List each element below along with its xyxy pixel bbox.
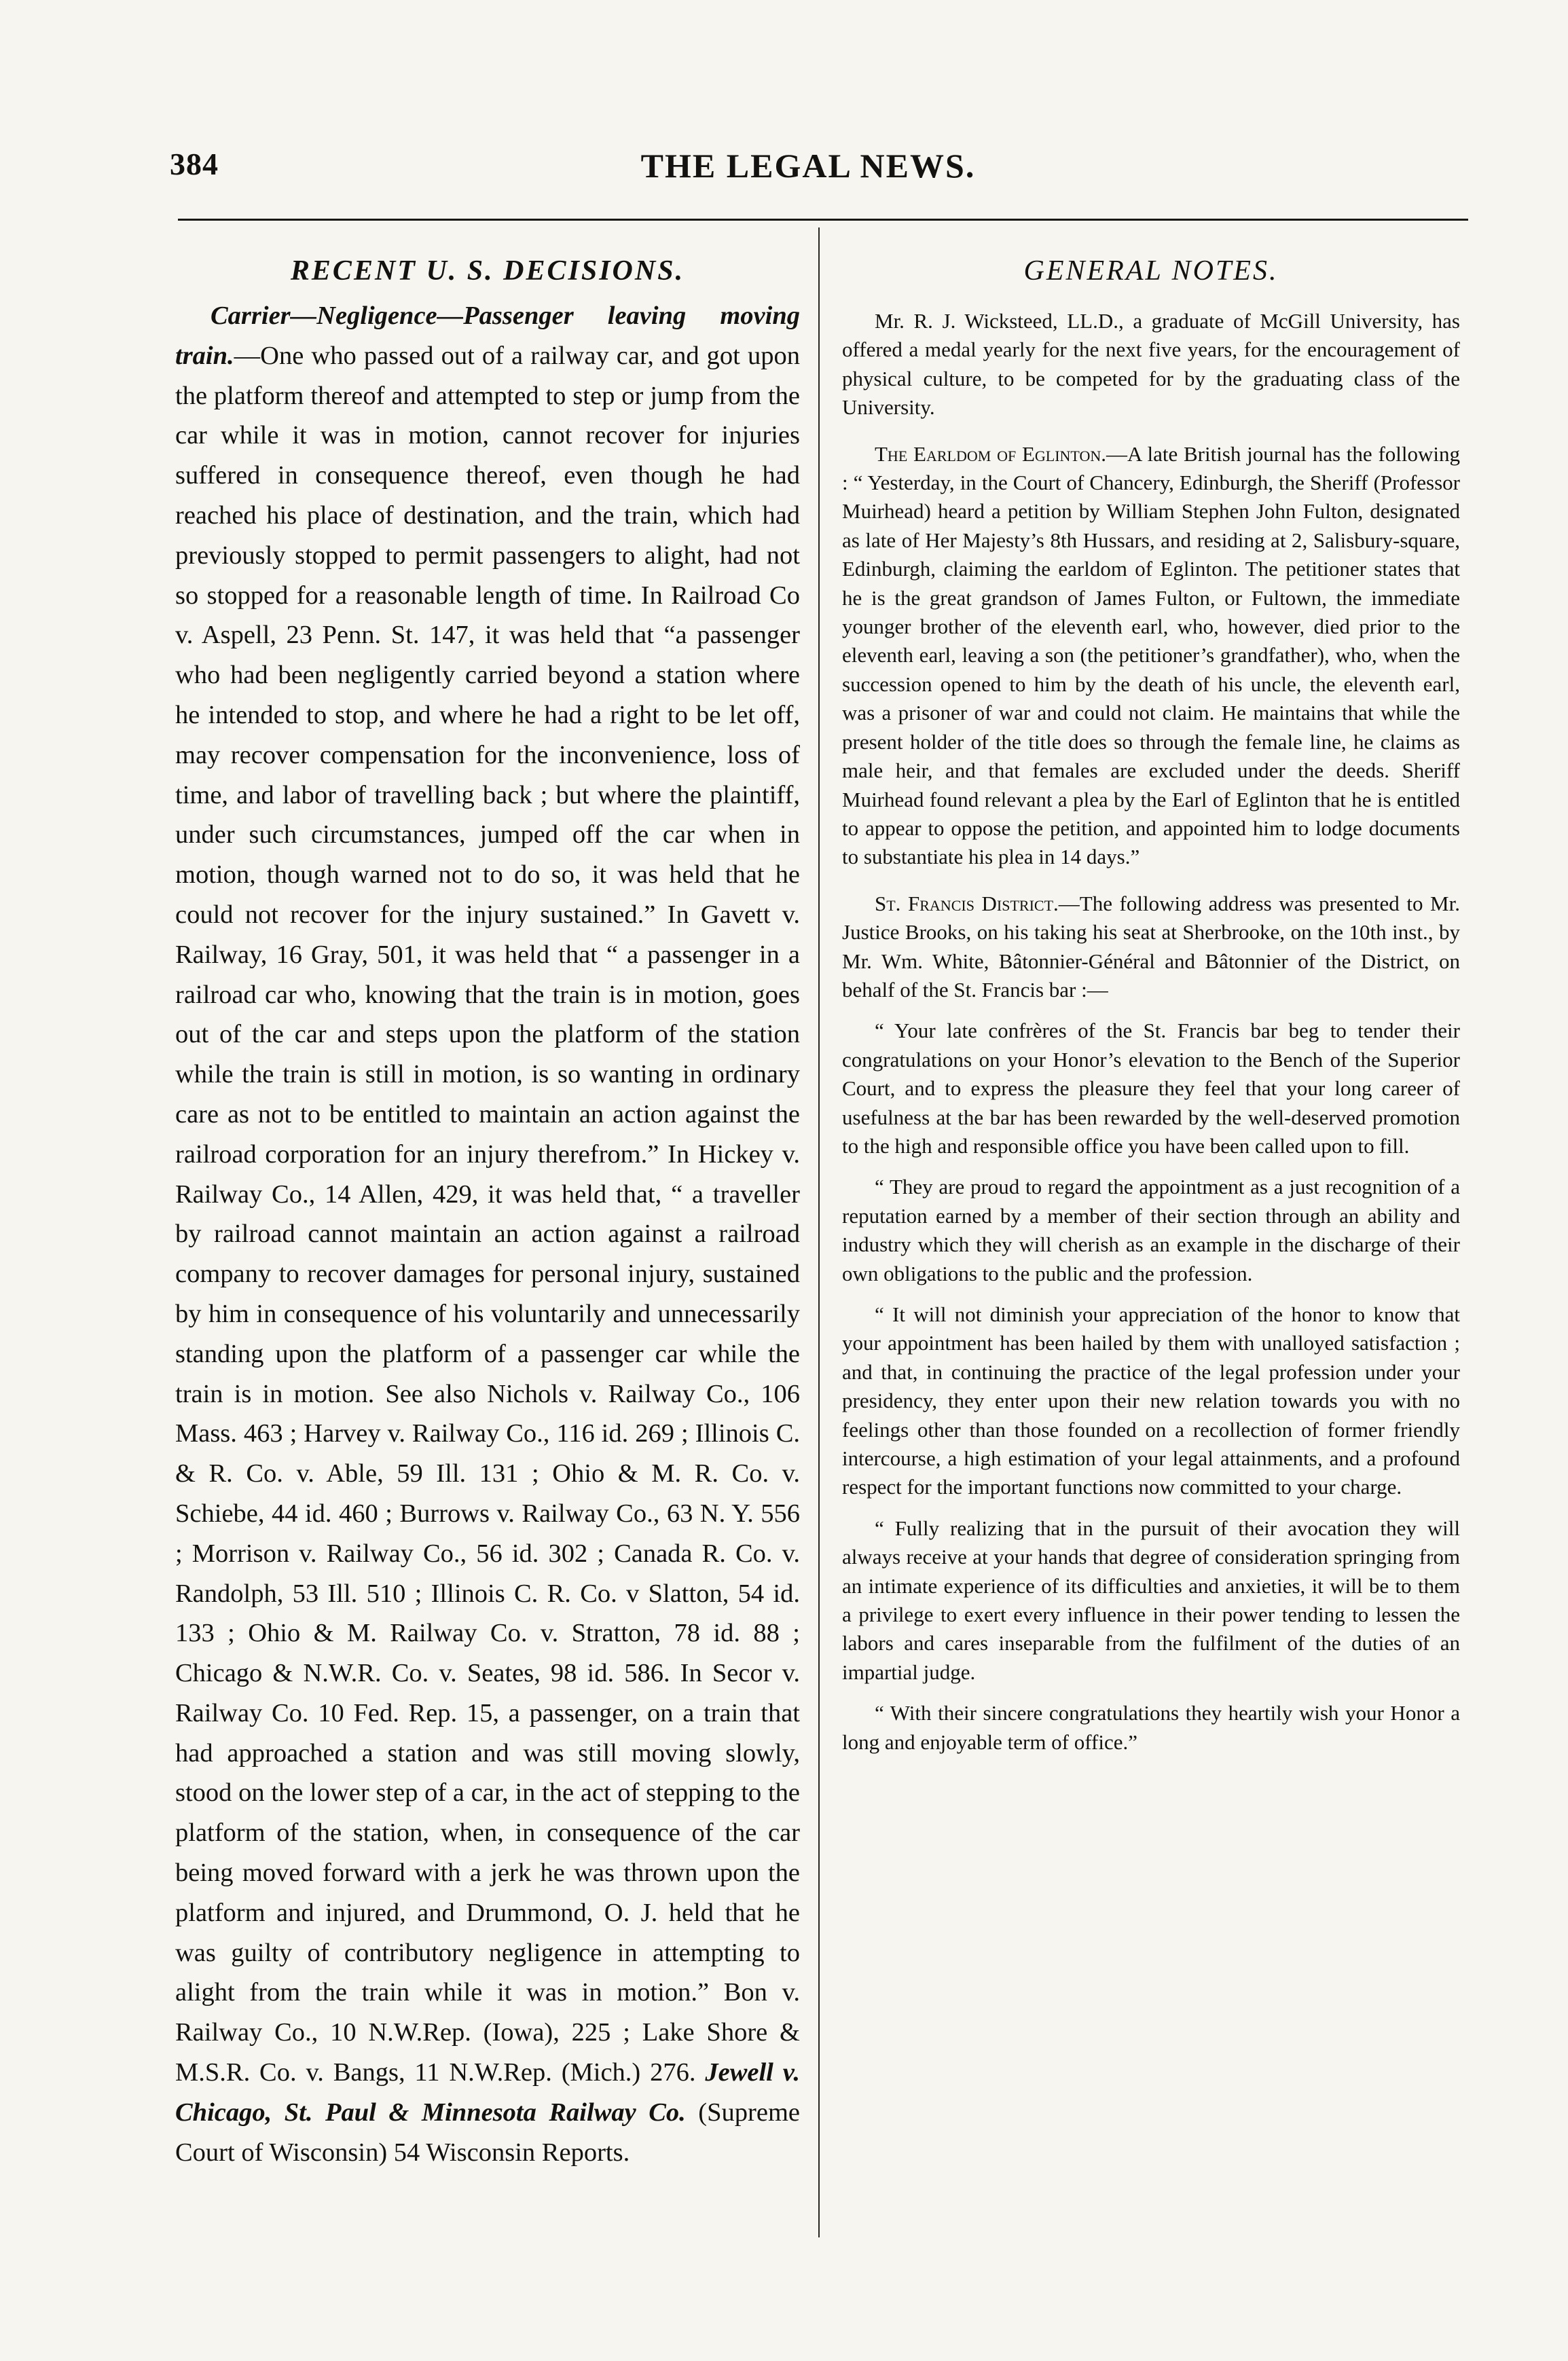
page-number: 384 [170, 147, 219, 181]
note-text: Mr. R. J. Wicksteed, LL.D., a graduate of McGill University, has offered a medal yearly for the next five years, for the encouragement of physical culture, to be competed for by the graduating class of the University. [842, 309, 1460, 420]
case-title: Carrier—Negligence—Passenger leaving moving train. [175, 301, 800, 370]
note-paragraph [842, 307, 1460, 422]
note-lead: The Earldom of Eglinton. [875, 441, 1107, 466]
address-paragraph: “ With their sincere congratulations they heartily wish your Honor a long and enjoyable term of office.” [842, 1701, 1460, 1754]
note-lead: St. Francis District. [875, 891, 1059, 915]
decision-body: —One who passed out of a railway car, and got upon the platform thereof and attempted to step or jump from the car while it was in motion, cannot recover for injuries suffered in consequence thereof, even though he had reached his place of destination, and the train, which had previously stopped to permit passengers to alight, had not so stopped for a reasonable length of time. In Railroad Co v. Aspell, 23 Penn. St. 147, it was held that “a passenger who had been negligently carried beyond a station where he intended to stop, and where he had a right to be let off, may recover compensation for the inconvenience, loss of time, and labor of travelling back ; but where the plaintiff, under such circumstances, jumped off the car when in motion, though warned not to do so, it was held that he could not recover for the injury sustained.” In Gavett v. Railway, 16 Gray, 501, it was held that “ a passenger in a railroad car who, knowing that the train is in motion, goes out of the car and steps upon the platform of the station while the train is still in motion, is so wanting in ordinary care as not to be entitled to maintain an action against the railroad corporation for an injury therefrom.” In Hickey v. Railway Co., 14 Allen, 429, it was held that, “ a traveller by railroad cannot maintain an action against a railroad company to recover damages for personal injury, sustained by him in consequence of his voluntarily and unnecessarily standing upon the platform of a passenger car while the train is in motion. See also Nichols v. Railway Co., 106 Mass. 463 ; Harvey v. Railway Co., 116 id. 269 ; Illinois C. & R. Co. v. Able, 59 Ill. 131 ; Ohio & M. R. Co. v. Schiebe, 44 id. 460 ; Burrows v. Railway Co., 63 N. Y. 556 ; Morrison v. Railway Co., 56 id. 302 ; Canada R. Co. v. Randolph, 53 Ill. 510 ; Illinois C. R. Co. v Slatton, 54 id. 133 ; Ohio & M. Railway Co. v. Stratton, 78 id. 88 ; Chicago & N.W.R. Co. v. Seates, 98 id. 586. In Secor v. Railway Co. 10 Fed. Rep. 15, a passenger, on a train that had approached a station and was still moving slowly, stood on the lower step of a car, in the act of stepping to the platform of the station, when, in consequence of the car being moved forward with a jerk he was thrown upon the platform and injured, and Drummond, O. J. held that he was guilty of contributory negligence in attempting to alight from the train while it was in motion.” Bon v. Railway Co., 10 N.W.Rep. (Iowa), 225 ; Lake Shore & M.S.R. Co. v. Bangs, 11 N.W.Rep. (Mich.) 276. [175, 341, 800, 2087]
note-text: —The following address was presented to Mr. Justice Brooks, on his taking his seat at Sherbrooke, on the 10th inst., by Mr. Wm. White, Bâtonnier-Général and Bâtonnier of the District, on behalf of the St. Francis bar :— [842, 891, 1460, 1002]
final-case-name: Jewell v. Chicago, St. Paul & Minnesota Railway Co. [175, 2058, 800, 2127]
running-title: THE LEGAL NEWS. [640, 147, 976, 185]
header-rule [178, 219, 1468, 221]
note-text: —A late British journal has the following : “ Yesterday, in the Court of Chancery, Edinburgh, the Sheriff (Professor Muirhead) heard a petition by William Stephen John Fulton, designated as late of Her Majesty’s 8th Hussars, and residing at 2, Salisbury-square, Edinburgh, claiming the earldom of Eglinton. The petitioner states that he is the great grandson of James Fulton, or Fultown, the immediate younger brother of the eleventh earl, who, however, died prior to the eleventh earl, leaving a son (the petitioner’s grandfather), who, when the succession opened to him by the death of his uncle, the eleventh earl, was a prisoner of war and could not claim. He maintains that while the present holder of the title does so through the female line, he claims as male heir, and that females are excluded under the deeds. Sheriff Muirhead found relevant a plea by the Earl of Eglinton that he is entitled to appear to oppose the petition, and appointed him to lodge documents to substantiate his plea in 14 days.” [842, 441, 1460, 869]
page-header [170, 146, 1446, 200]
final-citation: (Supreme Court of Wisconsin) 54 Wisconsin Reports. [175, 2098, 800, 2167]
column-divider [818, 227, 820, 2237]
note-paragraph [842, 440, 1460, 872]
note-paragraph [842, 890, 1460, 1005]
right-column [842, 251, 1460, 1757]
left-column [175, 251, 800, 2172]
address-paragraph: “ Your late confrères of the St. Francis bar beg to tender their congratulations on your Honor’s elevation to the Bench of the Superior Court, and to express the pleasure they feel that your long career of usefulness at the bar has been rewarded by the well-deserved promotion to the high and responsible office you have been called upon to fill. [842, 1019, 1460, 1158]
section-heading-recent-decisions: RECENT U. S. DECISIONS. [290, 255, 685, 287]
section-heading-general-notes: GENERAL NOTES. [1023, 255, 1279, 287]
decision-paragraph [175, 296, 800, 2172]
address-paragraph: “ Fully realizing that in the pursuit of their avocation they will always receive at your hands that degree of consideration springing from an intimate experience of its difficulties and anxieties, it will be to them a privilege to exert every influence in their power tending to lessen the labors and cares inseparable from the fulfilment of the duties of an impartial judge. [842, 1516, 1460, 1684]
address-paragraph: “ It will not diminish your appreciation of the honor to know that your appointment has been hailed by them with unalloyed satisfaction ; and that, in continuing the practice of the legal profession under your presidency, they enter upon their new relation towards you with no feelings other than those founded on a recollection of former friendly intercourse, a high estimation of your legal attainments, and a profound respect for the important functions now committed to your charge. [842, 1302, 1460, 1499]
address-paragraph: “ They are proud to regard the appointment as a just recognition of a reputation earned by a member of their section through an ability and industry which they will cherish as an example in the discharge of their own obligations to the public and the profession. [842, 1175, 1460, 1285]
